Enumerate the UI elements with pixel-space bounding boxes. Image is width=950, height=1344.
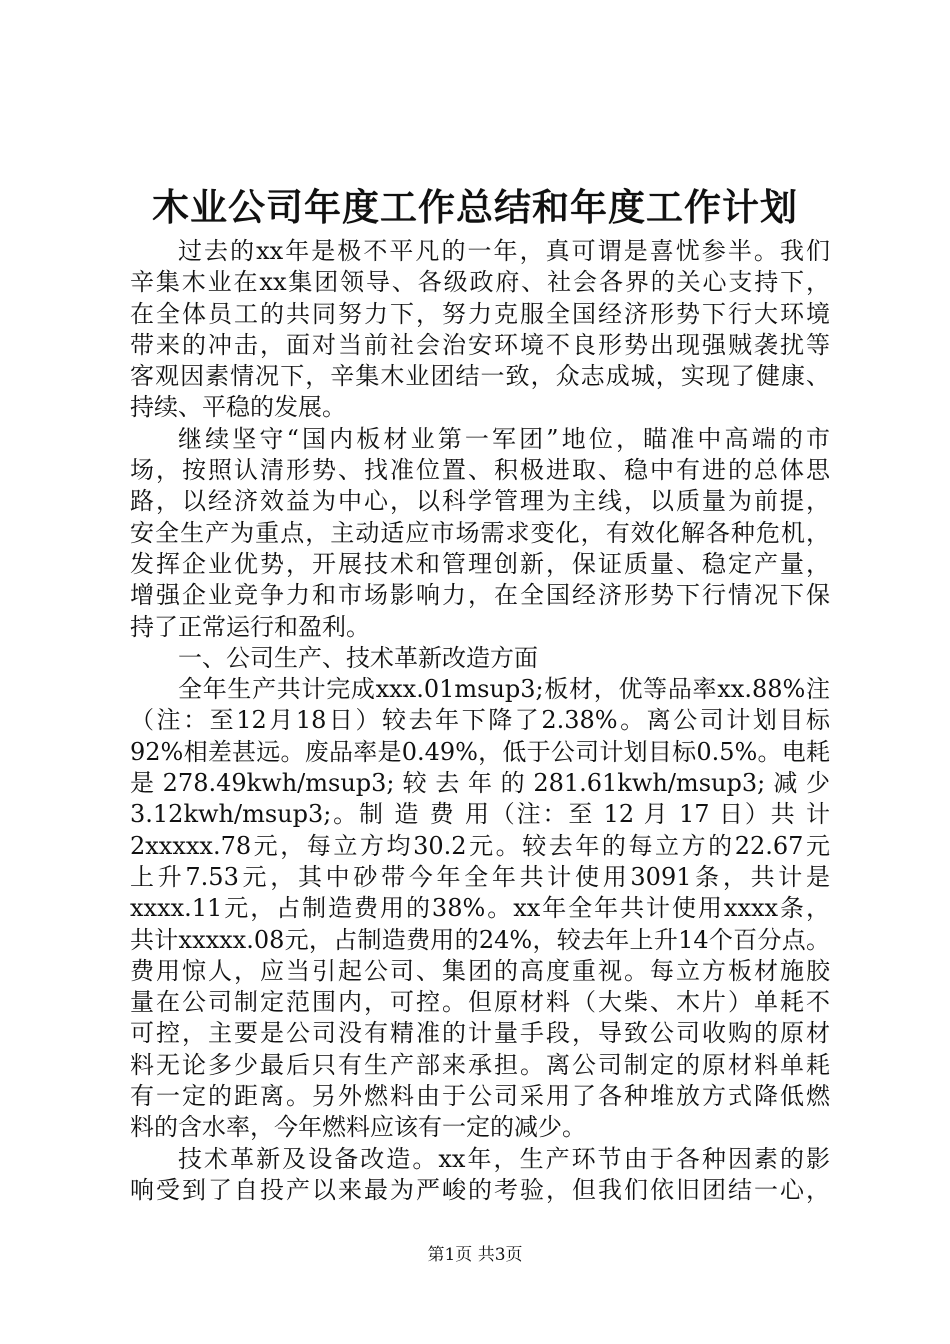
text-line: 92%相差甚远。废品率是0.49%，低于公司计划目标0.5%。电耗 [130,737,830,766]
text-line: （注：至12月18日）较去年下降了2.38%。离公司计划目标 [130,706,830,735]
text-line: 可控，主要是公司没有精准的计量手段，导致公司收购的原材 [130,1019,830,1048]
text-line: 技术革新及设备改造。xx年，生产环节由于各种因素的影 [178,1144,830,1173]
document-title: 木业公司年度工作总结和年度工作计划 [152,185,798,229]
text-line: xxxx.11元，占制造费用的38%。xx年全年共计使用xxxx条， [130,894,830,923]
text-line: 辛集木业在xx集团领导、各级政府、社会各界的关心支持下， [130,268,830,297]
text-line: 响受到了自投产以来最为严峻的考验，但我们依旧团结一心， [130,1175,830,1204]
text-line: 安全生产为重点，主动适应市场需求变化，有效化解各种危机， [130,518,830,547]
text-line: 费用惊人，应当引起公司、集团的高度重视。每立方板材施胶 [130,956,830,985]
text-line: 客观因素情况下，辛集木业团结一致，众志成城，实现了健康、 [130,362,830,391]
document-body [130,236,830,1206]
text-line: 增强企业竞争力和市场影响力，在全国经济形势下行情况下保 [130,581,830,610]
text-line: 料无论多少最后只有生产部来承担。离公司制定的原材料单耗 [130,1050,830,1079]
text-line: 上升7.53元，其中砂带今年全年共计使用3091条，共计是 [130,862,830,891]
text-line: 持了正常运行和盈利。 [130,612,370,641]
text-line: 2xxxxx.78元，每立方均30.2元。较去年的每立方的22.67元 [130,831,830,860]
text-line: 过去的xx年是极不平凡的一年，真可谓是喜忧参半。我们 [178,237,830,265]
text-line: 共计xxxxx.08元，占制造费用的24%，较去年上升14个百分点。 [130,925,830,954]
text-line: 3.12kwh/msup3;。制 造 费 用（注：至 12 月 17 日）共 计 [130,800,830,829]
text-line: 是 278.49kwh/msup3; 较 去 年 的 281.61kwh/msup3; 减 少 [130,769,830,798]
text-line: 有一定的距离。另外燃料由于公司采用了各种堆放方式降低燃 [130,1082,830,1111]
text-line: 发挥企业优势，开展技术和管理创新，保证质量、稳定产量， [130,549,830,578]
text-line: 全年生产共计完成xxx.01msup3;板材，优等品率xx.88%注 [178,675,830,704]
text-line: 继续坚守“国内板材业第一军团”地位，瞄准中高端的市 [178,424,830,453]
text-line: 料的含水率，今年燃料应该有一定的减少。 [130,1113,586,1142]
text-line: 一、公司生产、技术革新改造方面 [178,643,538,672]
text-line: 带来的冲击，面对当前社会治安环境不良形势出现强贼袭扰等 [130,330,830,359]
text-line: 场，按照认清形势、找准位置、积极进取、稳中有进的总体思 [130,456,830,485]
page-footer: 第1页 共3页 [427,1245,523,1265]
text-line: 路，以经济效益为中心，以科学管理为主线，以质量为前提， [130,487,830,516]
text-line: 持续、平稳的发展。 [130,393,346,422]
text-line: 在全体员工的共同努力下，努力克服全国经济形势下行大环境 [130,299,830,328]
text-line: 量在公司制定范围内，可控。但原材料（大柴、木片）单耗不 [130,988,830,1017]
